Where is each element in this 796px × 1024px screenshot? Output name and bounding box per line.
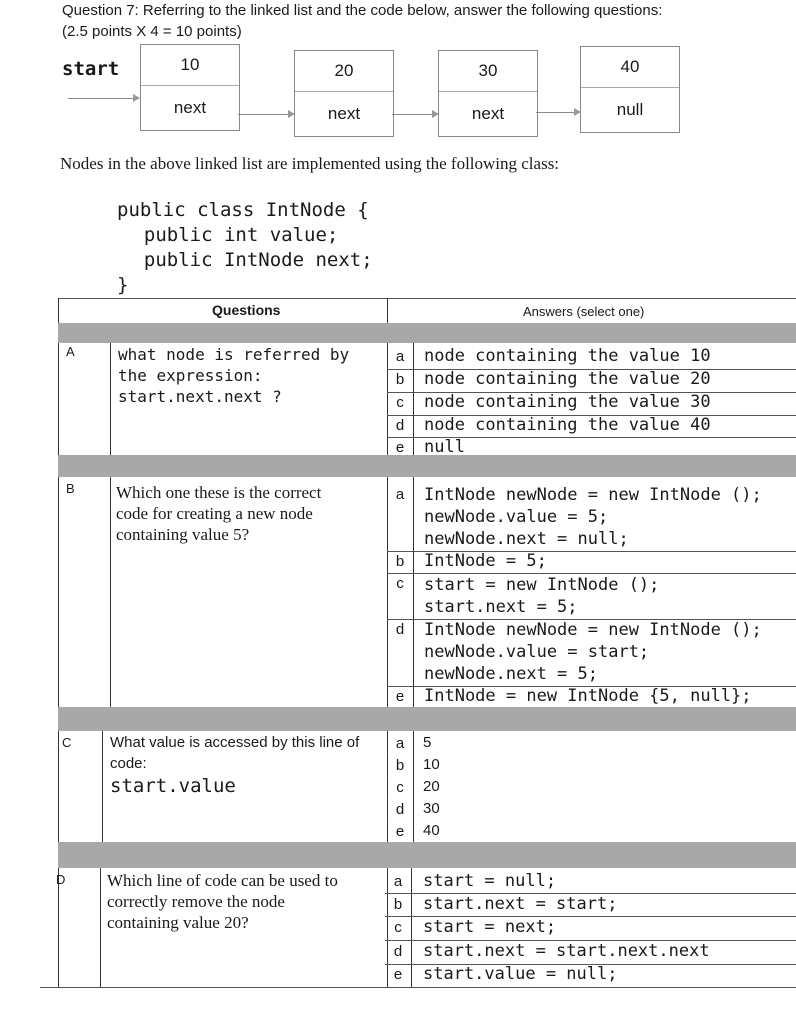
- table-band: [58, 842, 796, 868]
- question-header: [62, 0, 662, 42]
- node-value: 30: [439, 51, 537, 92]
- question-a-text: what node is referred by the expression: start.next.next ?: [118, 345, 350, 406]
- class-code: [117, 198, 373, 298]
- question-b-text: Which one these is the correct code for creating a new node containing value 5?: [116, 483, 322, 544]
- list-node-2: [294, 50, 394, 137]
- question-title: Question 7: Referring to the linked list and the code below, answer the following questions:: [62, 2, 663, 19]
- table-band: [58, 707, 796, 731]
- node-next: next: [327, 104, 361, 123]
- next-arrow-1: [238, 114, 293, 115]
- code-line: public IntNode next;: [121, 249, 373, 271]
- questions-column-header: Questions: [212, 302, 281, 318]
- node-value: 20: [295, 51, 393, 92]
- node-value: 10: [141, 45, 239, 86]
- start-label: start: [62, 58, 120, 80]
- node-value: 40: [581, 47, 679, 88]
- list-node-3: [438, 50, 538, 137]
- code-line: }: [117, 274, 129, 296]
- next-arrow-2: [392, 114, 437, 115]
- next-arrow-3: [536, 112, 579, 113]
- code-line: public class IntNode {: [117, 199, 369, 221]
- question-letter: B: [66, 481, 75, 496]
- code-line: public int value;: [121, 224, 339, 246]
- questions-table: Questions Answers (select one) A what node is referred by the expression: start.next.next ? a node containing the value 10 b node containing the value 20 c node containing the value 30 d node containing the value 40 e null B Which one these is the correct code for creating a new node containing value 5? a IntNode newNode = new IntNode (); newNode.value = 5; newNode.next = null; b IntNode = 5; c start = new IntNode (); start.next = 5; d IntNode newNode = new IntNode (); newNode.value = start; newNode.next = 5; e IntNode = new IntNode {5, null}; C What value is accessed by this line of code: start.value a 5 b 10 c 20 d 30 e 40 D Which line of code can be used to correctly remove the node containing value 20? a start = null; b start.next = start; c start = next; d start.next = start.next.next e start.value = null;: [40, 298, 796, 988]
- question-c-text: What value is accessed by this line of code: start.value: [110, 734, 360, 797]
- table-band: [58, 455, 796, 477]
- table-band: [58, 323, 796, 343]
- node-next: next: [471, 104, 505, 123]
- question-letter: D: [56, 872, 66, 887]
- node-next: next: [173, 98, 207, 117]
- question-letter: C: [62, 735, 72, 750]
- nodes-caption: Nodes in the above linked list are implemented using the following class:: [60, 154, 560, 173]
- node-next: null: [616, 100, 644, 119]
- question-letter: A: [66, 344, 75, 359]
- answers-column-header: Answers (select one): [523, 304, 645, 319]
- list-node-1: [140, 44, 240, 131]
- question-d-text: Which line of code can be used to correctly remove the node containing value 20?: [107, 871, 338, 932]
- list-node-4: [580, 46, 680, 133]
- start-arrow: [68, 98, 138, 99]
- points-line: (2.5 points X 4 = 10 points): [62, 23, 242, 40]
